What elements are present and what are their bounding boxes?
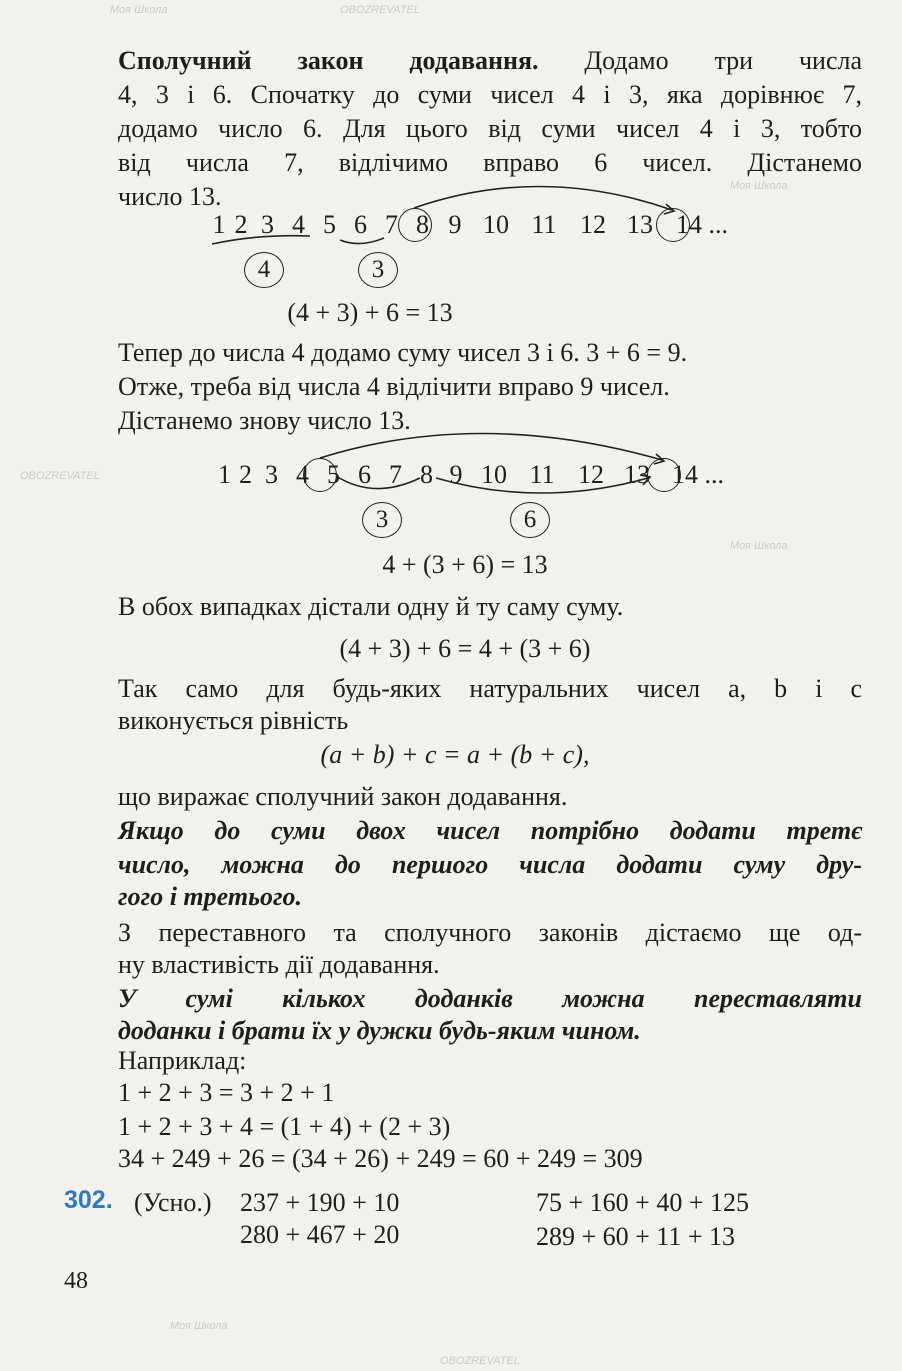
watermark: Моя Школа <box>730 180 788 192</box>
step-label-3b: 3 <box>362 502 402 538</box>
number-line-number: 11 <box>529 460 555 489</box>
page-number: 48 <box>64 1268 88 1294</box>
brace-5-to-7 <box>336 476 420 489</box>
rule-1-line-1: Якщо до суми двох чисел потрібно додати третє <box>118 816 862 845</box>
equation-3: (4 + 3) + 6 = 4 + (3 + 6) <box>339 634 591 663</box>
number-line-number: 14 ... <box>672 460 724 489</box>
number-line-number: 4 <box>296 460 309 489</box>
number-line-number: 6 <box>354 210 367 239</box>
number-line-number: 2 <box>234 210 248 239</box>
paragraph-4-text: Так само для будь-яких натуральних чисел a, b і c <box>118 674 862 703</box>
paragraph-6-line-1: З переставного та сполучного законів дістаємо ще од- <box>118 918 862 947</box>
exercise-item-3: 280 + 467 + 20 <box>240 1220 400 1249</box>
watermark: OBOZREVATEL <box>20 470 100 482</box>
equation-2: 4 + (3 + 6) = 13 <box>382 550 548 579</box>
equation-4: (a + b) + c = a + (b + c), <box>320 740 590 769</box>
brace-1-to-4 <box>212 236 310 244</box>
watermark: OBOZREVATEL <box>340 4 420 16</box>
sentence-3: В обох випадках дістали одну й ту саму суму. <box>118 592 624 621</box>
exercise-number: 302. <box>64 1186 113 1214</box>
number-line-number: 14 ... <box>676 210 728 239</box>
watermark: Моя Школа <box>730 540 788 552</box>
number-line-number: 7 <box>385 210 398 239</box>
paragraph-1-line-5: число 13. <box>118 182 222 211</box>
number-line-number: 5 <box>327 460 340 489</box>
rule-1-line-3: гого і третього. <box>118 882 303 911</box>
number-line-number: 12 <box>580 210 606 239</box>
watermark: OBOZREVATEL <box>440 1355 520 1367</box>
sentence-5: що виражає сполучний закон додавання. <box>118 782 568 811</box>
number-line-number: 9 <box>449 460 463 489</box>
number-line-number: 5 <box>323 210 336 239</box>
paragraph-4-line-2: виконується рівність <box>118 706 349 735</box>
paragraph-1-line-3: додамо число 6. Для цього від суми чисел 4 і 3, тобто <box>118 114 862 143</box>
exercise-item-2: 75 + 160 + 40 + 125 <box>536 1188 749 1217</box>
example-heading: Наприклад: <box>118 1046 247 1075</box>
number-line-number: 3 <box>261 210 274 239</box>
paragraph-2-line-3: Дістанемо знову число 13. <box>118 406 411 435</box>
jump-arc-4-to-13 <box>320 433 662 460</box>
number-line-number: 1 <box>218 460 231 489</box>
equation-1: (4 + 3) + 6 = 13 <box>287 298 453 327</box>
jump-arc-7-to-13 <box>414 186 672 210</box>
watermark: Моя Школа <box>110 4 168 16</box>
exercise-prefix: (Усно.) <box>134 1188 212 1217</box>
paragraph-2-line-1: Тепер до числа 4 додамо суму чисел 3 і 6. 3 + 6 = 9. <box>118 338 688 367</box>
number-line-number: 6 <box>358 460 371 489</box>
number-line-number: 13 <box>624 460 650 489</box>
number-line-number: 11 <box>531 210 557 239</box>
paragraph-2-line-2: Отже, треба від числа 4 відлічити вправо 9 чисел. <box>118 372 670 401</box>
number-line-number: 13 <box>627 210 653 239</box>
paragraph-1-line-2: 4, 3 і 6. Спочатку до суми чисел 4 і 3, яка дорівнює 7, <box>118 80 862 109</box>
rule-2-line-1: У сумі кількох доданків можна переставляти <box>118 984 862 1013</box>
example-1: 1 + 2 + 3 = 3 + 2 + 1 <box>118 1078 335 1107</box>
paragraph-6-line-2: ну властивість дії додавання. <box>118 950 440 979</box>
number-line-number: 9 <box>448 210 462 239</box>
brace-8-to-13 <box>436 478 648 493</box>
number-line-number: 10 <box>481 460 507 489</box>
example-2: 1 + 2 + 3 + 4 = (1 + 4) + (2 + 3) <box>118 1112 451 1141</box>
paragraph-1-text: Додамо три числа <box>584 46 863 75</box>
number-line-number: 8 <box>416 210 429 239</box>
exercise-item-1: 237 + 190 + 10 <box>240 1188 400 1217</box>
exercise-item-4: 289 + 60 + 11 + 13 <box>536 1222 736 1251</box>
rule-1-line-2: число, можна до першого числа додати суму дру- <box>118 850 862 879</box>
number-line-number: 7 <box>389 460 402 489</box>
paragraph-1-line-4: від числа 7, відлічимо вправо 6 чисел. Дістанемо <box>118 148 862 177</box>
example-3: 34 + 249 + 26 = (34 + 26) + 249 = 60 + 249 = 309 <box>118 1144 643 1173</box>
number-line-number: 10 <box>483 210 509 239</box>
watermark: Моя Школа <box>170 1320 228 1332</box>
number-line-number: 3 <box>265 460 278 489</box>
number-line-number: 2 <box>239 460 252 489</box>
number-line-number: 8 <box>420 460 433 489</box>
step-label-6: 6 <box>510 502 550 538</box>
number-line-number: 12 <box>578 460 604 489</box>
number-line-number: 4 <box>292 210 305 239</box>
step-label-3: 3 <box>358 252 398 288</box>
brace-5-to-6 <box>340 238 384 244</box>
section-heading: Сполучний закон додавання. <box>118 46 539 75</box>
rule-2-line-2: доданки і брати їх у дужки будь-яким чином. <box>118 1016 641 1045</box>
step-label-4: 4 <box>244 252 284 288</box>
number-line-number: 1 <box>212 210 226 239</box>
